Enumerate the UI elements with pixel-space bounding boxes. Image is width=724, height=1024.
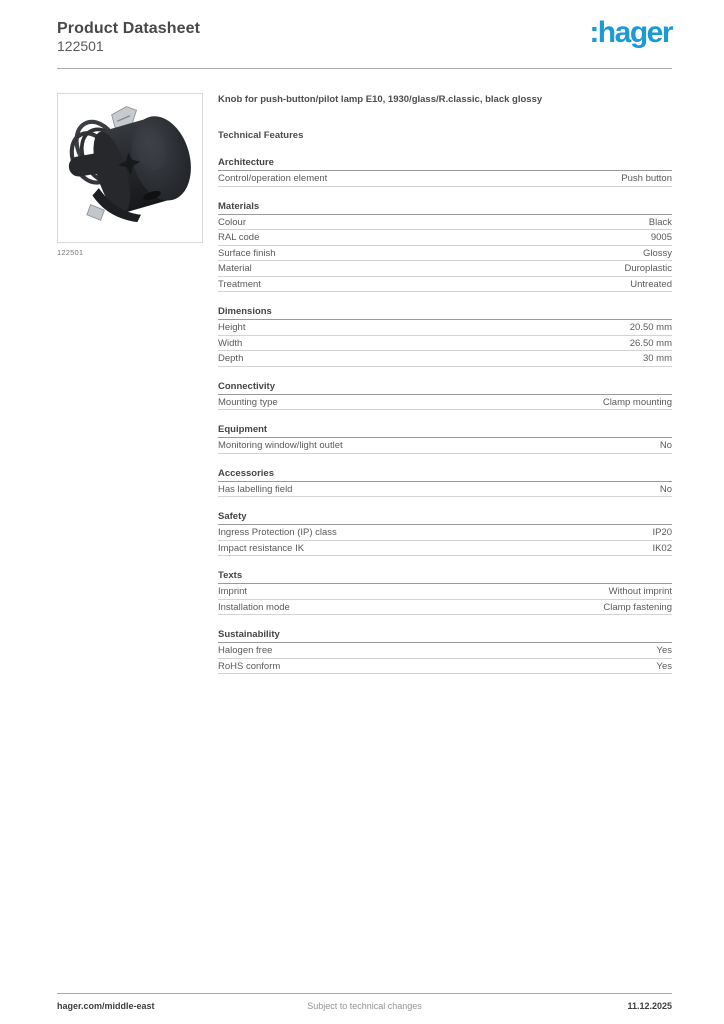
spec-value: 26.50 mm	[629, 337, 672, 349]
spec-label: Depth	[218, 353, 244, 364]
section-title: Sustainability	[218, 629, 672, 643]
spec-label: Treatment	[218, 278, 261, 290]
section-rows	[218, 395, 672, 411]
spec-value: IP20	[652, 527, 672, 538]
spec-label: RAL code	[218, 232, 260, 243]
spec-row	[218, 246, 672, 262]
spec-value: No	[659, 440, 672, 451]
spec-value: 20.50 mm	[629, 322, 672, 333]
spec-label: Mounting type	[218, 396, 278, 408]
footer-website-link[interactable]: hager.com/middle-east	[57, 1001, 155, 1011]
spec-value: IK02	[652, 542, 672, 554]
spec-label: Installation mode	[218, 601, 290, 613]
spec-value: 9005	[650, 232, 672, 243]
spec-value: 30 mm	[642, 353, 672, 364]
spec-value: Yes	[656, 660, 672, 672]
spec-value: Untreated	[630, 278, 672, 290]
technical-features-heading: Technical Features	[218, 130, 304, 141]
spec-label: Material	[218, 263, 252, 274]
hager-logo: :hager	[589, 16, 672, 49]
spec-row	[218, 584, 672, 600]
section-title: Accessories	[218, 468, 672, 482]
section-rows	[218, 171, 672, 187]
product-title: Knob for push-button/pilot lamp E10, 1930/glass/R.classic, black glossy	[218, 94, 543, 105]
spec-row	[218, 395, 672, 411]
spec-row	[218, 351, 672, 367]
section-title: Safety	[218, 511, 672, 525]
spec-value: No	[659, 483, 672, 495]
header-divider	[57, 68, 672, 69]
section-title: Architecture	[218, 157, 672, 171]
section-rows	[218, 320, 672, 367]
spec-row	[218, 541, 672, 557]
page-footer	[57, 993, 672, 1011]
main-content	[57, 93, 672, 674]
section-title: Connectivity	[218, 381, 672, 395]
image-column	[57, 93, 203, 257]
section-title: Equipment	[218, 424, 672, 438]
spec-label: Surface finish	[218, 247, 276, 259]
spec-section	[218, 157, 672, 187]
image-caption: 122501	[57, 248, 84, 257]
spec-row	[218, 643, 672, 659]
spec-label: Imprint	[218, 586, 248, 597]
spec-row	[218, 525, 672, 541]
section-rows	[218, 584, 672, 615]
section-rows	[218, 525, 672, 556]
spec-row	[218, 600, 672, 616]
spec-section	[218, 511, 672, 556]
spec-row	[218, 261, 672, 277]
product-photo-knob	[64, 100, 196, 236]
spec-value: Yes	[656, 645, 672, 656]
spec-label: Monitoring window/light outlet	[218, 440, 343, 451]
spec-value: Clamp fastening	[603, 601, 672, 613]
footer-disclaimer: Subject to technical changes	[307, 1001, 422, 1011]
product-image-frame	[57, 93, 203, 243]
section-title: Materials	[218, 201, 672, 215]
spec-label: Halogen free	[218, 645, 273, 656]
spec-row	[218, 230, 672, 246]
spec-section	[218, 424, 672, 454]
spec-label: Impact resistance IK	[218, 542, 305, 554]
spec-label: Height	[218, 322, 246, 333]
section-rows	[218, 643, 672, 674]
spec-section	[218, 570, 672, 615]
spec-row	[218, 659, 672, 675]
section-title: Dimensions	[218, 306, 672, 320]
spec-value: Without imprint	[608, 586, 672, 597]
spec-column	[218, 93, 672, 674]
spec-value: Glossy	[642, 247, 672, 259]
spec-label: Ingress Protection (IP) class	[218, 527, 337, 538]
spec-label: Colour	[218, 216, 246, 228]
spec-row	[218, 171, 672, 187]
spec-section	[218, 381, 672, 411]
spec-label: Control/operation element	[218, 173, 328, 184]
spec-row	[218, 438, 672, 454]
section-title: Texts	[218, 570, 672, 584]
product-reference: 122501	[57, 38, 104, 54]
spec-value: Duroplastic	[624, 263, 672, 274]
section-rows	[218, 438, 672, 454]
spec-section	[218, 201, 672, 293]
spec-section	[218, 306, 672, 367]
spec-value: Clamp mounting	[602, 396, 672, 408]
footer-date: 11.12.2025	[627, 1001, 672, 1011]
spec-value: Push button	[621, 173, 672, 184]
header-titles	[57, 20, 200, 54]
spec-row	[218, 215, 672, 231]
spec-section	[218, 629, 672, 674]
spec-sections	[218, 157, 672, 674]
spec-section	[218, 468, 672, 498]
page-title: Product Datasheet	[57, 20, 201, 37]
spec-label: Has labelling field	[218, 483, 293, 495]
spec-label: Width	[218, 337, 243, 349]
section-rows	[218, 215, 672, 293]
spec-row	[218, 336, 672, 352]
spec-label: RoHS conform	[218, 660, 281, 672]
section-rows	[218, 482, 672, 498]
spec-row	[218, 320, 672, 336]
spec-value: Black	[648, 216, 672, 228]
spec-row	[218, 277, 672, 293]
page-header	[0, 0, 724, 54]
spec-row	[218, 482, 672, 498]
